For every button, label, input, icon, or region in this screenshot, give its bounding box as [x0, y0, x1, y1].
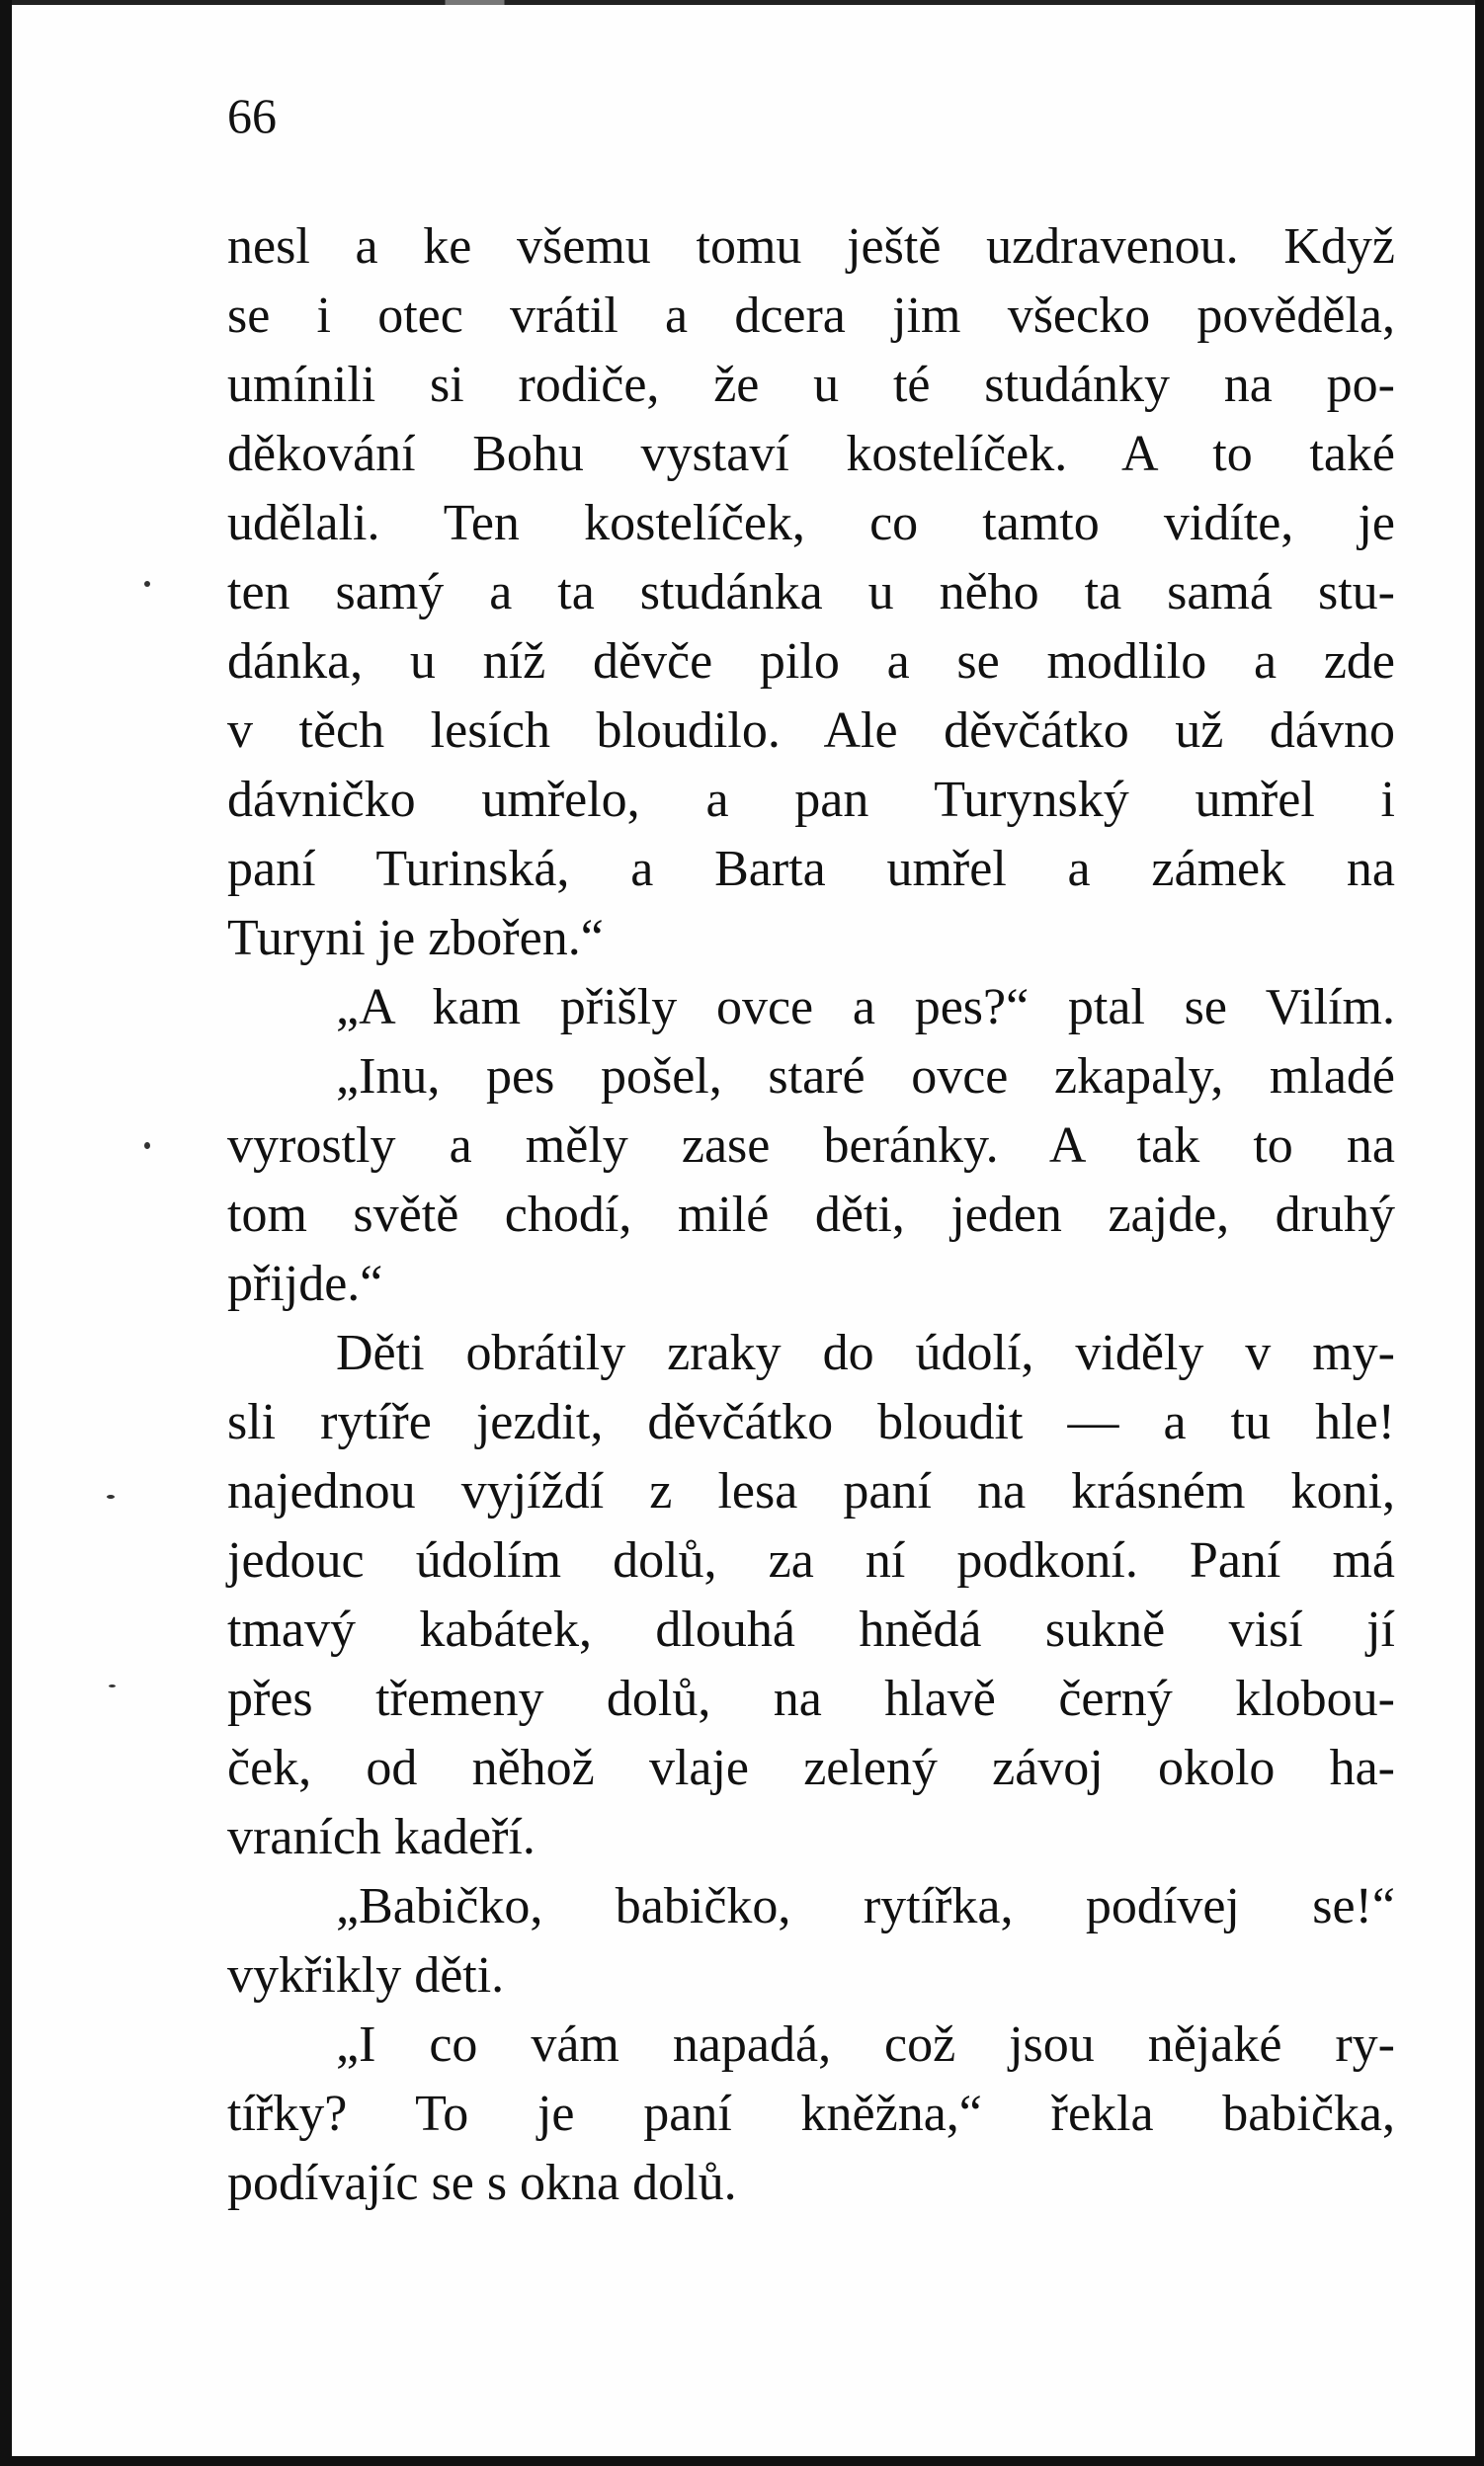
- page-number: 66: [227, 88, 277, 143]
- text-line: tířky? To je paní kněžna,“ řekla babička,: [227, 2086, 1395, 2142]
- text-line: nesl a ke všemu tomu ještě uzdravenou. Když: [227, 218, 1395, 275]
- text-line: paní Turinská, a Barta umřel a zámek na: [227, 841, 1395, 897]
- specks-dot: [107, 1495, 115, 1499]
- text-line: vykřikly děti.: [227, 1947, 505, 2004]
- text-line: přes třemeny dolů, na hlavě černý klobou-: [227, 1671, 1395, 1727]
- text-line: dávničko umřelo, a pan Turynský umřel i: [227, 772, 1395, 828]
- text-line: ček, od něhož vlaje zelený závoj okolo ha-: [227, 1740, 1395, 1796]
- text-line: děkování Bohu vystaví kostelíček. A to také: [227, 426, 1395, 482]
- text-line: podívajíc se s okna dolů.: [227, 2155, 737, 2211]
- text-line: tom světě chodí, milé děti, jeden zajde, druhý: [227, 1187, 1395, 1243]
- text-line: jedouc údolím dolů, za ní podkoní. Paní má: [227, 1532, 1395, 1589]
- scan-top-edge: [0, 0, 1484, 5]
- text-line: vyrostly a měly zase beránky. A tak to na: [227, 1117, 1395, 1174]
- text-line: „I co vám napadá, což jsou nějaké ry-: [336, 2016, 1395, 2073]
- text-line: Děti obrátily zraky do údolí, viděly v my-: [336, 1325, 1395, 1381]
- text-line: sli rytíře jezdit, děvčátko bloudit — a tu hle!: [227, 1394, 1395, 1450]
- text-line: se i otec vrátil a dcera jim všecko pověděla,: [227, 288, 1395, 344]
- text-line: „Babičko, babičko, rytířka, podívej se!“: [336, 1878, 1395, 1934]
- text-line: tmavý kabátek, dlouhá hnědá sukně visí jí: [227, 1602, 1395, 1658]
- scan-left-edge: [0, 0, 12, 2466]
- text-line: v těch lesích bloudilo. Ale děvčátko už dávno: [227, 702, 1395, 759]
- scan-right-edge: [1475, 0, 1484, 2466]
- scan-bottom-edge: [0, 2456, 1484, 2466]
- body-text: [227, 212, 1395, 2218]
- text-line: „A kam přišly ovce a pes?“ ptal se Vilím.: [336, 979, 1395, 1035]
- text-line: „Inu, pes pošel, staré ovce zkapaly, mladé: [336, 1048, 1395, 1105]
- text-line: udělali. Ten kostelíček, co tamto vidíte, je: [227, 495, 1395, 551]
- specks-dot: [144, 581, 150, 587]
- text-line: dánka, u níž děvče pilo a se modlilo a zde: [227, 633, 1395, 690]
- text-line: najednou vyjíždí z lesa paní na krásném koni,: [227, 1463, 1395, 1520]
- text-line: ten samý a ta studánka u něho ta samá stu-: [227, 564, 1395, 620]
- specks-dot: [144, 1142, 150, 1149]
- text-line: vraních kadeří.: [227, 1809, 536, 1865]
- text-line: přijde.“: [227, 1256, 383, 1312]
- specks-dot: [109, 1685, 116, 1687]
- text-line: umínili si rodiče, že u té studánky na po-: [227, 357, 1395, 413]
- text-line: Turyni je zbořen.“: [227, 910, 604, 966]
